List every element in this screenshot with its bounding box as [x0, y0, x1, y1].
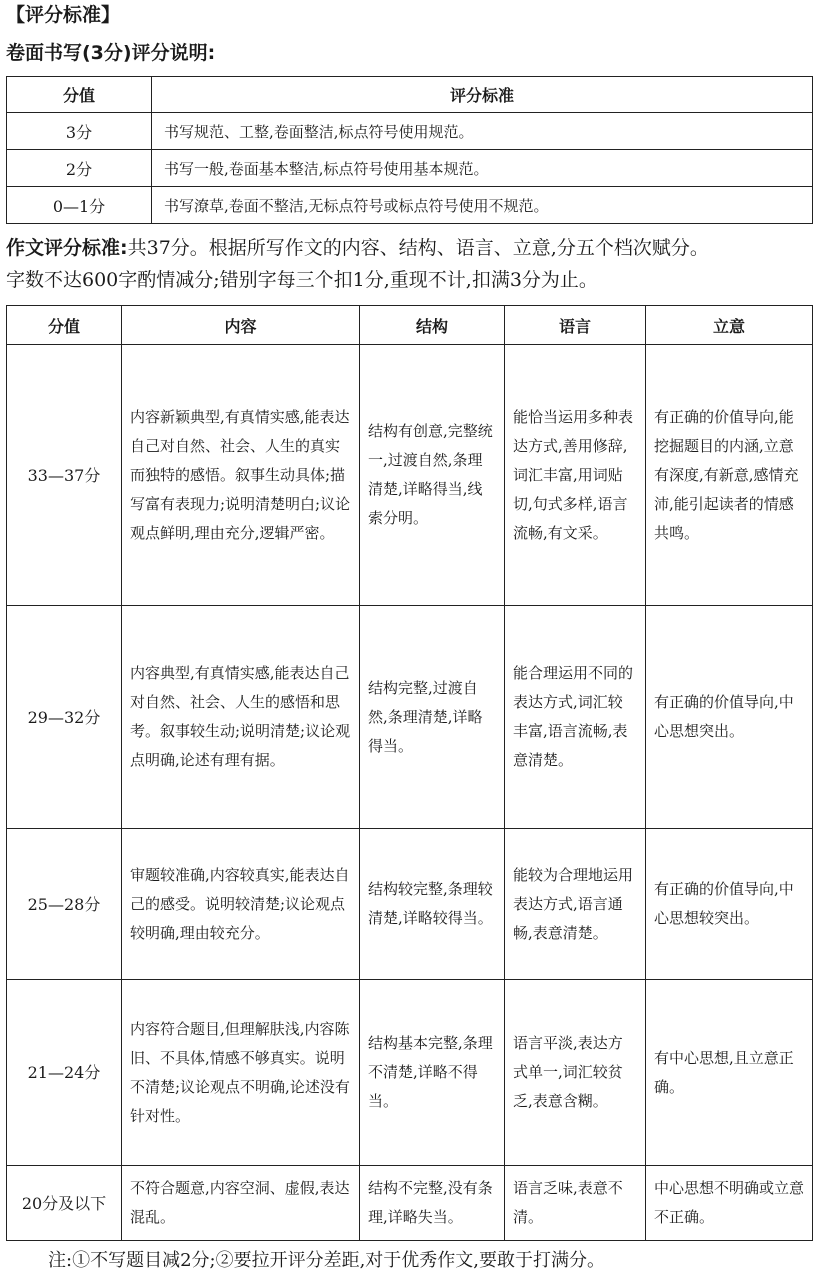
- header-structure: 结构: [360, 306, 505, 345]
- essay-standard-line1: [6, 236, 709, 260]
- section-title: 【评分标准】: [6, 4, 121, 26]
- essay-standard-line2: 字数不达600字酌情减分;错别字每三个扣1分,重现不计,扣满3分为止。: [6, 269, 598, 291]
- table-row: [7, 187, 813, 224]
- table-header-row: [7, 77, 813, 113]
- score-cell: 3分: [7, 113, 152, 150]
- score-cell: 21—24分: [7, 980, 122, 1166]
- table-row: [7, 606, 813, 829]
- criteria-cell: 书写潦草,卷面不整洁,无标点符号或标点符号使用不规范。: [152, 187, 813, 224]
- score-cell: 0—1分: [7, 187, 152, 224]
- criteria-cell: 书写规范、工整,卷面整洁,标点符号使用规范。: [152, 113, 813, 150]
- score-cell: 2分: [7, 150, 152, 187]
- content-cell: 审题较准确,内容较真实,能表达自己的感受。说明较清楚;议论观点较明确,理由较充分。: [122, 829, 360, 980]
- score-cell: 25—28分: [7, 829, 122, 980]
- header-criteria: 评分标准: [152, 77, 813, 113]
- score-cell: 20分及以下: [7, 1166, 122, 1241]
- footnote: 注:①不写题目减2分;②要拉开评分差距,对于优秀作文,要敢于打满分。: [48, 1250, 606, 1271]
- header-theme: 立意: [646, 306, 813, 345]
- table-row: [7, 113, 813, 150]
- content-cell: 内容符合题目,但理解肤浅,内容陈旧、不具体,情感不够真实。说明不清楚;议论观点不明确,论述没有针对性。: [122, 980, 360, 1166]
- language-cell: 语言乏味,表意不清。: [505, 1166, 646, 1241]
- language-cell: 语言平淡,表达方式单一,词汇较贫乏,表意含糊。: [505, 980, 646, 1166]
- table-row: [7, 345, 813, 606]
- theme-cell: 有正确的价值导向,中心思想较突出。: [646, 829, 813, 980]
- structure-cell: 结构有创意,完整统一,过渡自然,条理清楚,详略得当,线索分明。: [360, 345, 505, 606]
- content-cell: 内容典型,有真情实感,能表达自己对自然、社会、人生的感悟和思考。叙事较生动;说明清楚;议论观点明确,论述有理有据。: [122, 606, 360, 829]
- content-cell: 不符合题意,内容空洞、虚假,表达混乱。: [122, 1166, 360, 1241]
- header-score: 分值: [7, 77, 152, 113]
- table-row: [7, 980, 813, 1166]
- language-cell: 能恰当运用多种表达方式,善用修辞,词汇丰富,用词贴切,句式多样,语言流畅,有文采。: [505, 345, 646, 606]
- score-cell: 29—32分: [7, 606, 122, 829]
- table-row: [7, 1166, 813, 1241]
- content-cell: 内容新颖典型,有真情实感,能表达自己对自然、社会、人生的真实而独特的感悟。叙事生动具体;描写富有表现力;说明清楚明白;议论观点鲜明,理由充分,逻辑严密。: [122, 345, 360, 606]
- theme-cell: 中心思想不明确或立意不正确。: [646, 1166, 813, 1241]
- table-row: [7, 150, 813, 187]
- header-content: 内容: [122, 306, 360, 345]
- handwriting-title: 卷面书写(3分)评分说明:: [6, 42, 216, 64]
- structure-cell: 结构较完整,条理较清楚,详略较得当。: [360, 829, 505, 980]
- theme-cell: 有正确的价值导向,中心思想突出。: [646, 606, 813, 829]
- table-header-row: [7, 306, 813, 345]
- theme-cell: 有中心思想,且立意正确。: [646, 980, 813, 1166]
- structure-cell: 结构基本完整,条理不清楚,详略不得当。: [360, 980, 505, 1166]
- language-cell: 能较为合理地运用表达方式,语言通畅,表意清楚。: [505, 829, 646, 980]
- essay-table: [6, 305, 813, 1241]
- header-score: 分值: [7, 306, 122, 345]
- handwriting-table: [6, 76, 813, 224]
- structure-cell: 结构不完整,没有条理,详略失当。: [360, 1166, 505, 1241]
- theme-cell: 有正确的价值导向,能挖掘题目的内涵,立意有深度,有新意,感情充沛,能引起读者的情感共鸣。: [646, 345, 813, 606]
- score-cell: 33—37分: [7, 345, 122, 606]
- language-cell: 能合理运用不同的表达方式,词汇较丰富,语言流畅,表意清楚。: [505, 606, 646, 829]
- essay-standard-label: 作文评分标准:: [6, 237, 128, 259]
- table-row: [7, 829, 813, 980]
- essay-standard-text: 共37分。根据所写作文的内容、结构、语言、立意,分五个档次赋分。: [127, 237, 709, 259]
- header-language: 语言: [505, 306, 646, 345]
- structure-cell: 结构完整,过渡自然,条理清楚,详略得当。: [360, 606, 505, 829]
- criteria-cell: 书写一般,卷面基本整洁,标点符号使用基本规范。: [152, 150, 813, 187]
